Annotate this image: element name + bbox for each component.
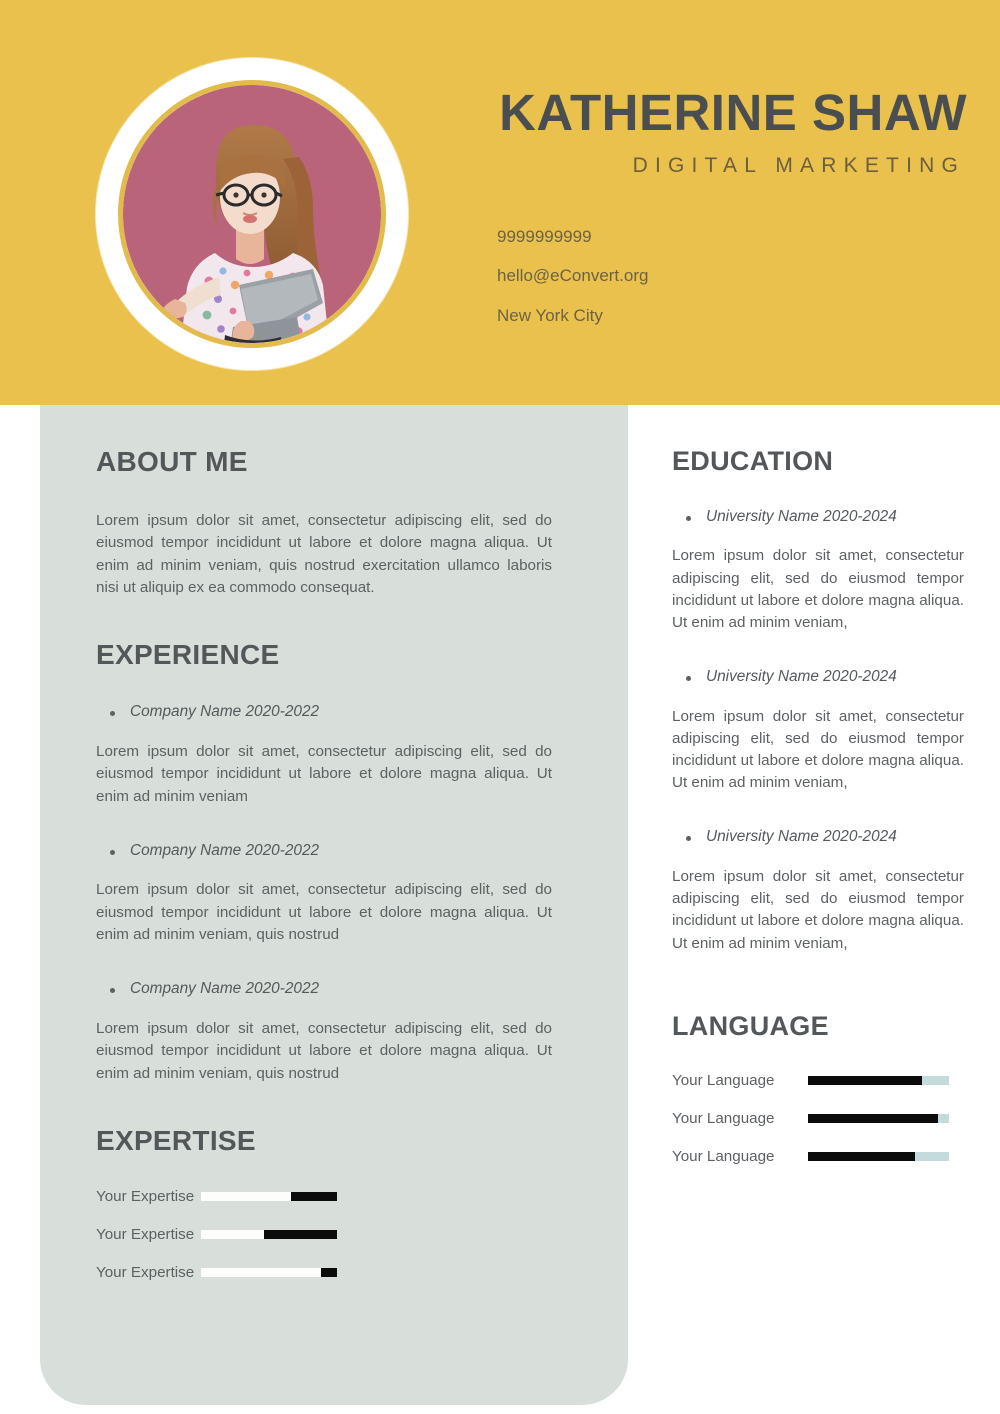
experience-entry-heading-row — [96, 980, 552, 998]
bullet-icon — [110, 850, 115, 855]
expertise-bar-fill — [321, 1268, 337, 1277]
language-bar-fill — [808, 1076, 922, 1085]
education-entry — [672, 828, 964, 954]
section-about-me — [96, 448, 552, 599]
right-column-content — [672, 448, 964, 1187]
experience-description: Lorem ipsum dolor sit amet, consectetur adipiscing elit, sed do eiusmod tempor incididunt ut labore et dolore magna aliqua. Ut enim ad minim veniam, quis nostrud — [96, 881, 552, 944]
expertise-bar-fill — [291, 1192, 337, 1201]
experience-entry — [96, 703, 552, 808]
section-expertise — [96, 1124, 552, 1282]
education-entry-heading-row — [672, 828, 964, 846]
education-entry-heading-row — [672, 668, 964, 686]
language-bar[interactable] — [808, 1152, 949, 1161]
education-title: EDUCATION — [672, 446, 834, 476]
experience-entry-heading-row — [96, 703, 552, 721]
education-entry — [672, 508, 964, 634]
expertise-bar-fill — [264, 1230, 337, 1239]
education-school: University Name 2020-2024 — [706, 508, 897, 525]
bullet-icon — [686, 516, 691, 521]
contact-phone[interactable]: 9999999999 — [497, 226, 592, 246]
experience-description: Lorem ipsum dolor sit amet, consectetur adipiscing elit, sed do eiusmod tempor incididunt ut labore et dolore magna aliqua. Ut enim ad minim veniam, quis nostrud — [96, 1019, 552, 1082]
language-bar-fill — [808, 1152, 915, 1161]
header-text-block — [497, 86, 967, 347]
education-description: Lorem ipsum dolor sit amet, consectetur adipiscing elit, sed do eiusmod tempor incididunt ut labore et dolore magna aliqua. Ut enim ad minim veniam, — [672, 707, 964, 792]
expertise-label: Your Expertise — [96, 1187, 195, 1205]
expertise-row — [96, 1265, 552, 1280]
contact-list — [497, 228, 967, 326]
section-experience — [96, 641, 552, 1085]
about-me-title: ABOUT ME — [96, 446, 248, 477]
expertise-title: EXPERTISE — [96, 1124, 256, 1156]
experience-company: Company Name 2020-2022 — [130, 703, 320, 721]
language-label: Your Language — [672, 1071, 775, 1089]
education-description: Lorem ipsum dolor sit amet, consectetur adipiscing elit, sed do eiusmod tempor incididunt ut labore et dolore magna aliqua. Ut enim ad minim veniam, — [672, 547, 964, 632]
language-bar[interactable] — [808, 1076, 949, 1085]
experience-entry — [96, 842, 552, 947]
page-title: KATHERINE SHAW — [499, 84, 967, 141]
expertise-label: Your Expertise — [96, 1226, 195, 1244]
spacer — [672, 794, 964, 828]
resume-header — [0, 0, 1000, 405]
expertise-label: Your Expertise — [96, 1264, 195, 1282]
experience-company: Company Name 2020-2022 — [130, 980, 320, 998]
left-column-content — [96, 448, 552, 1304]
job-title: DIGITAL MARKETING — [632, 153, 965, 177]
bullet-icon — [686, 676, 691, 681]
bullet-icon — [686, 836, 691, 841]
profile-photo — [123, 85, 381, 343]
expertise-row — [96, 1189, 552, 1204]
profile-photo-illustration — [123, 85, 381, 343]
bullet-icon — [110, 711, 115, 716]
language-row — [672, 1149, 964, 1164]
language-label: Your Language — [672, 1109, 775, 1127]
avatar — [96, 58, 408, 370]
spacer — [96, 599, 552, 641]
language-row — [672, 1111, 964, 1126]
contact-email[interactable]: hello@eConvert.org — [497, 266, 649, 286]
spacer — [672, 955, 964, 1013]
section-language — [672, 1010, 964, 1166]
language-title: LANGUAGE — [672, 1010, 829, 1041]
about-me-paragraph: Lorem ipsum dolor sit amet, consectetur adipiscing elit, sed do eiusmod tempor incididunt ut labore et dolore magna aliqua. Ut enim ad minim veniam, quis nostrud exercitation ullamco laboris nisi ut aliquip ex ea commodo consequat. — [96, 512, 552, 597]
bullet-icon — [110, 988, 115, 993]
experience-title: EXPERIENCE — [96, 639, 280, 671]
language-bar-fill — [808, 1114, 938, 1123]
contact-location: New York City — [497, 305, 603, 325]
language-bar[interactable] — [808, 1114, 949, 1123]
experience-description: Lorem ipsum dolor sit amet, consectetur adipiscing elit, sed do eiusmod tempor incididunt ut labore et dolore magna aliqua. Ut enim ad minim veniam — [96, 742, 552, 805]
spacer — [96, 1085, 552, 1127]
language-label: Your Language — [672, 1148, 775, 1166]
spacer — [672, 634, 964, 668]
expertise-row — [96, 1227, 552, 1242]
section-education — [672, 448, 964, 955]
expertise-bar[interactable] — [201, 1230, 337, 1239]
avatar-gold-ring — [118, 80, 386, 348]
language-row — [672, 1073, 964, 1088]
experience-entry — [96, 980, 552, 1085]
spacer — [96, 808, 552, 842]
education-description: Lorem ipsum dolor sit amet, consectetur adipiscing elit, sed do eiusmod tempor incididunt ut labore et dolore magna aliqua. Ut enim ad minim veniam, — [672, 867, 964, 952]
education-entry — [672, 668, 964, 794]
education-school: University Name 2020-2024 — [706, 828, 897, 846]
spacer — [96, 946, 552, 980]
education-school: University Name 2020-2024 — [706, 668, 897, 686]
education-entry-heading-row — [672, 508, 964, 526]
experience-entry-heading-row — [96, 842, 552, 860]
expertise-bar[interactable] — [201, 1268, 337, 1277]
expertise-bar[interactable] — [201, 1192, 337, 1201]
experience-company: Company Name 2020-2022 — [130, 841, 320, 859]
